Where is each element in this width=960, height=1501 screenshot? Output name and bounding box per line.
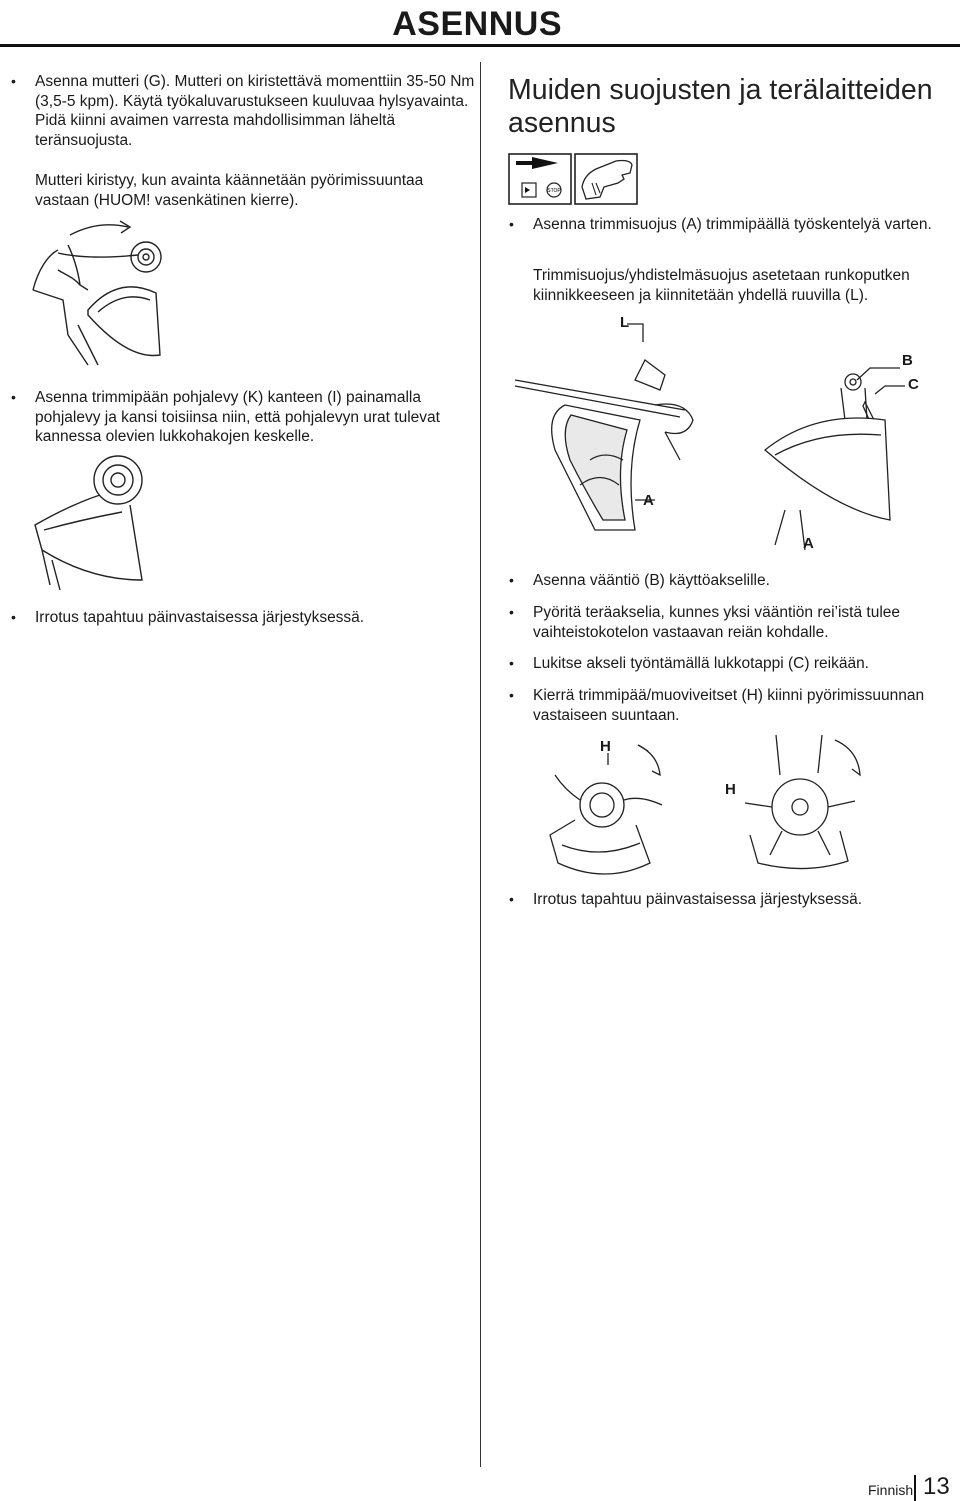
section-title: Muiden suojusten ja terälaitteiden asennus [508,74,933,139]
label-A-disc: A [803,535,814,552]
glove-icon [574,153,638,205]
right-bullet-rotate: • Pyöritä teräakselia, kunnes yksi vääntiön rei’istä tulee vaihteistokotelon vastaavan reiän kohdalle. [508,603,960,642]
label-B: B [902,352,913,369]
drive-disc-illustration [745,360,905,550]
footer-divider [914,1475,916,1501]
right-bullet-trimmer-head: • Kierrä trimmipää/muoviveitset (H) kiinni pyörimissuunnan vastaiseen suuntaan. [508,686,960,725]
label-H-trimmer: H [600,738,611,755]
column-divider [480,62,481,1467]
right-bullet-guard: • Asenna trimmisuojus (A) trimmipäällä työskentelyä varten. [508,215,960,235]
left-bullet-removal: • Irrotus tapahtuu päinvastaisessa järjestyksessä. [10,608,480,628]
label-A-guard: A [643,492,654,509]
stop-label: STOP [547,188,561,194]
right-bullet-lock: • Lukitse akseli työntämällä lukkotappi (C) reikään. [508,654,960,674]
page-number: 13 [923,1473,950,1500]
stop-engine-icon [508,153,572,205]
label-L: L [620,314,630,331]
header-rule [0,44,960,47]
label-H-blades: H [725,781,736,798]
right-bullet-removal: • Irrotus tapahtuu päinvastaisessa järjestyksessä. [508,890,960,910]
trimmer-head-cover-illustration [30,450,150,590]
left-bullet-nut: • Asenna mutteri (G). Mutteri on kiristettävä momenttiin 35-50 Nm (3,5-5 kpm). Käytä työkaluvarustukseen kuuluvaa hylsyavainta. Pidä kiinni avaimen varresta mahdollisimman läheltä teränsuojusta. [10,72,480,150]
left-bullet-baseplate: • Asenna trimmipään pohjalevy (K) kanteen (I) painamalla pohjalevy ja kansi toisiinsa niin, että pohjalevyn urat tulevat kannessa olevien lukkohakojen keskelle. [10,388,480,447]
trimmer-head-mount-illustration [540,745,670,885]
right-para-screw: Trimmisuojus/yhdistelmäsuojus asetetaan runkoputken kiinnikkeeseen ja kiinnitetään yhdellä ruuvilla (L). [533,267,910,304]
page-title: ASENNUS [392,5,562,43]
plastic-blades-mount-illustration [740,735,870,875]
right-bullet-disc: • Asenna vääntiö (B) käyttöakselille. [508,571,960,591]
left-para-thread: Mutteri kiristyy, kun avainta käännetään pyörimissuuntaa vastaan (HUOM! vasenkätinen kierre). [35,172,424,209]
label-C: C [908,376,919,393]
guard-attachment-illustration [515,320,715,540]
nut-tightening-illustration [28,215,188,365]
footer-language: Finnish [868,1482,914,1498]
